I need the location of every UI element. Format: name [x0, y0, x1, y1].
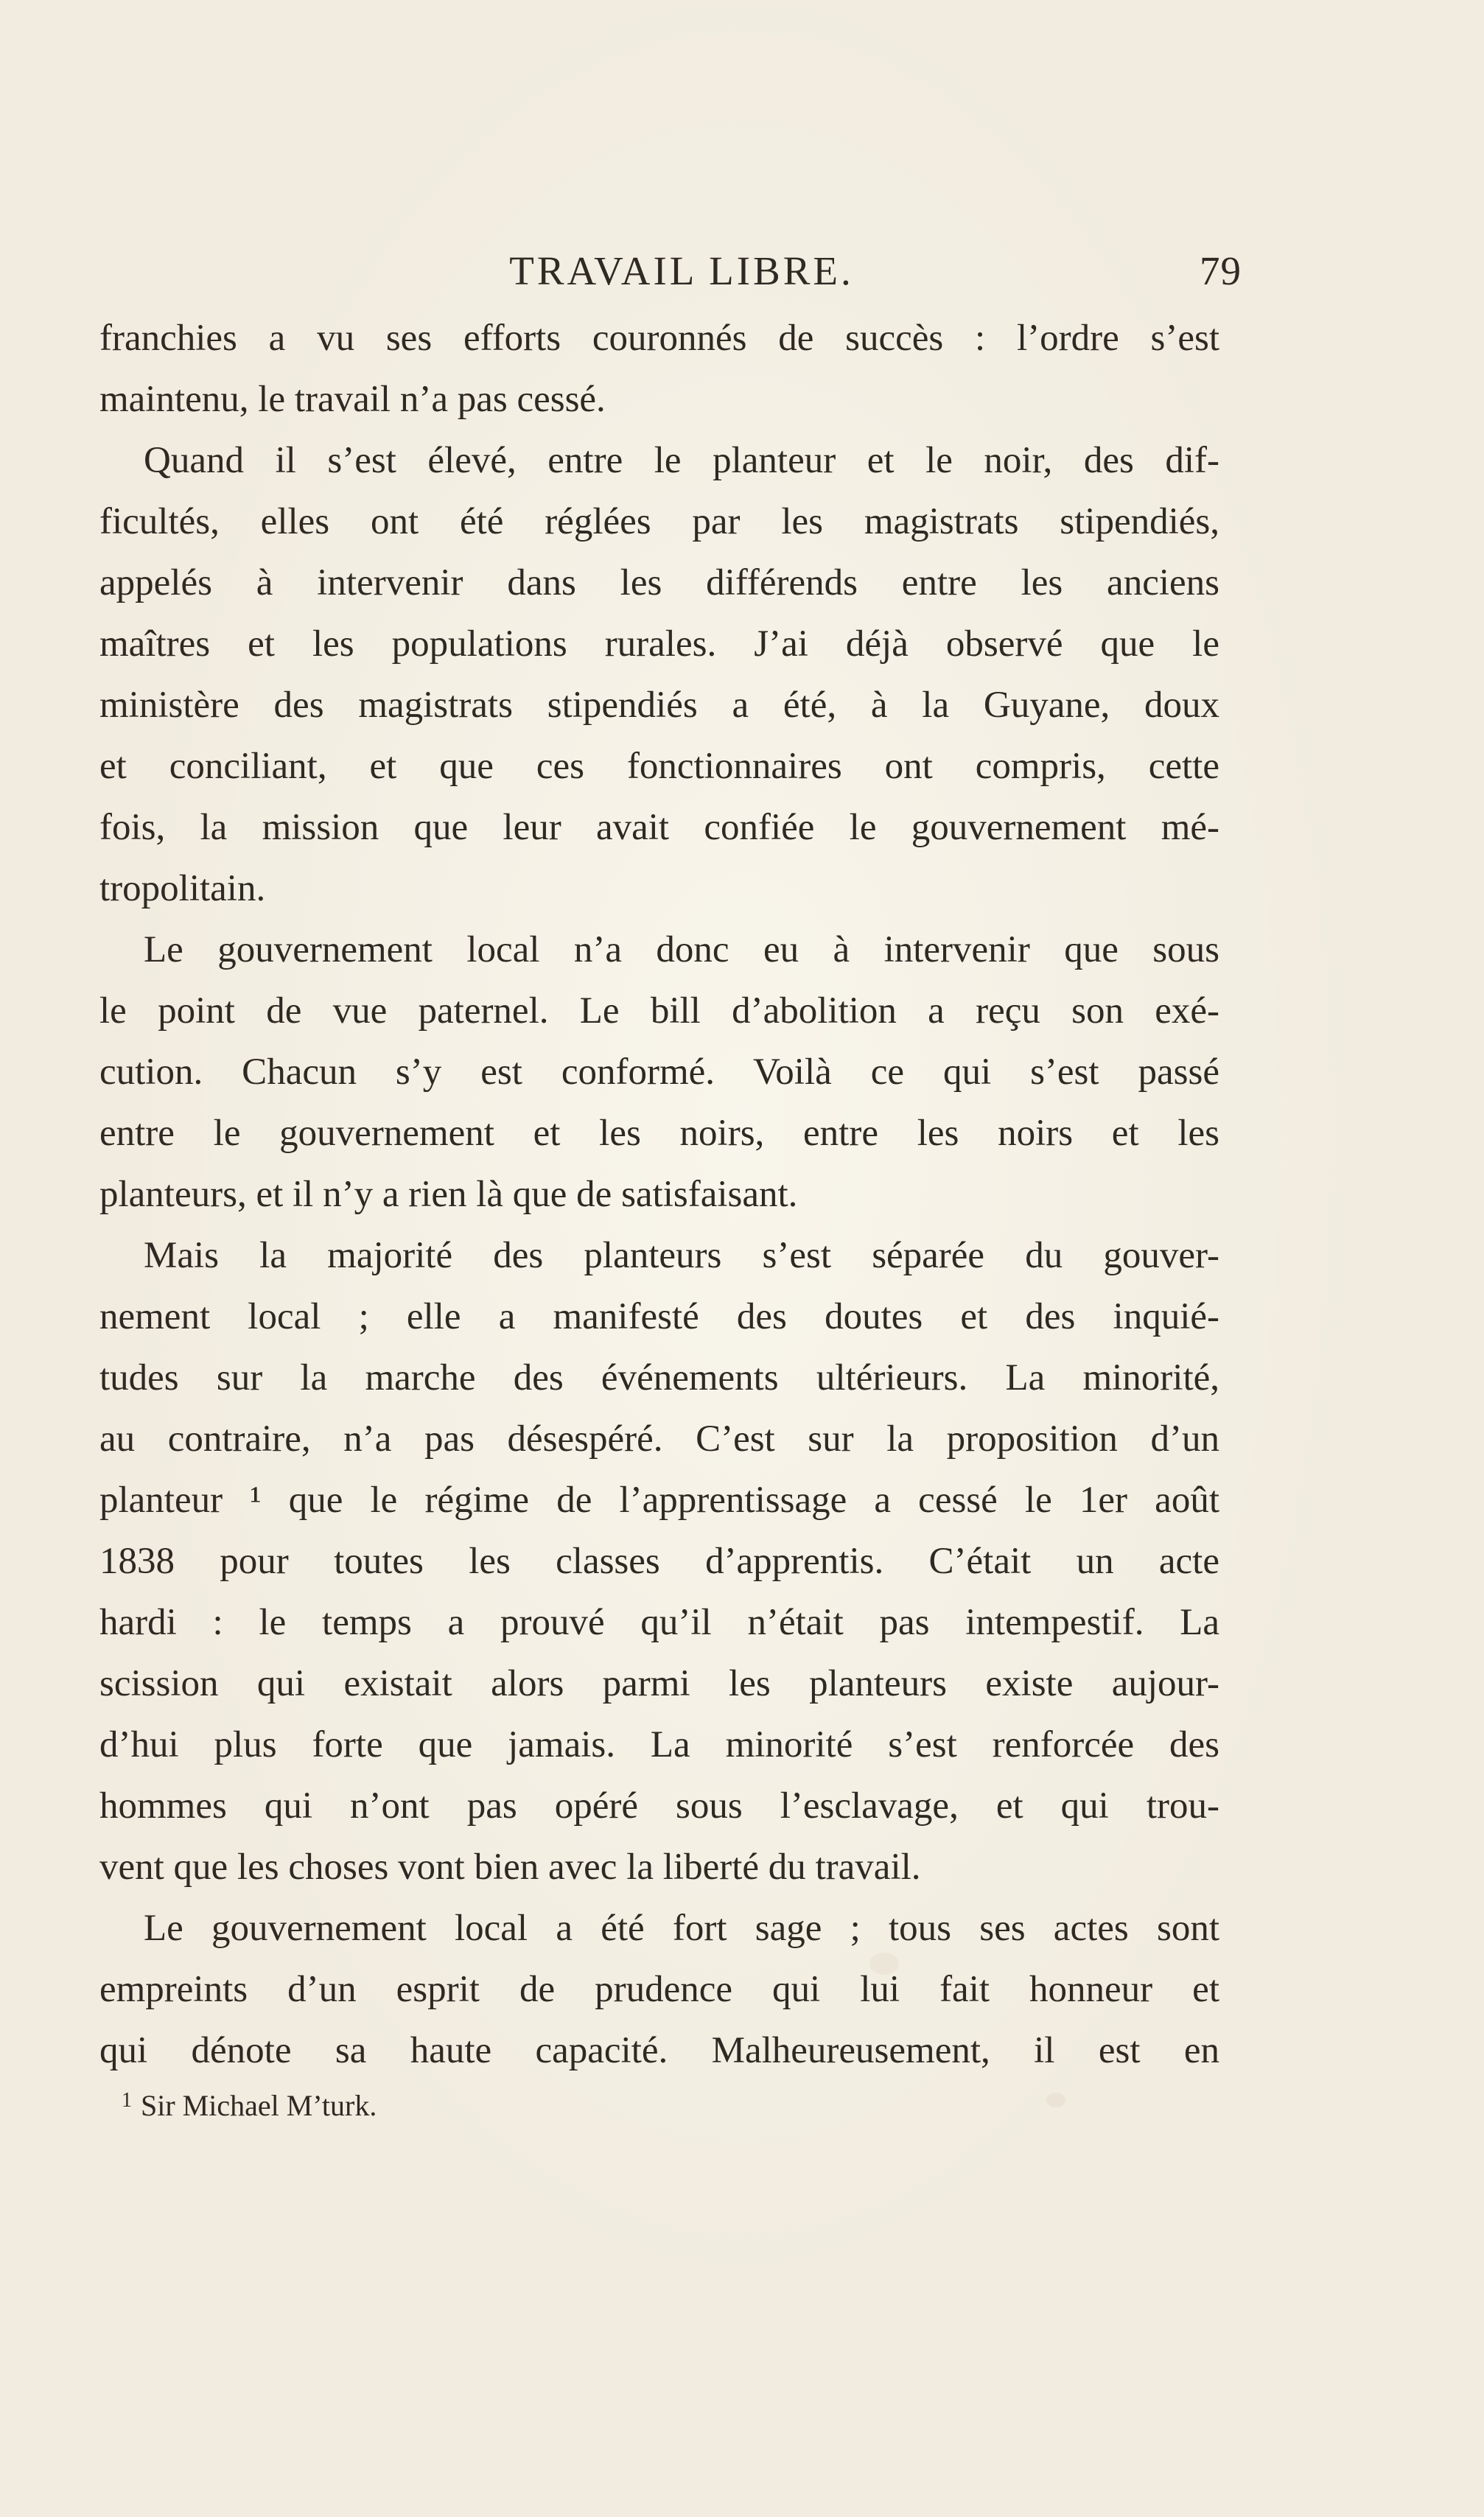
page-number: 79: [1200, 248, 1242, 293]
running-title: TRAVAIL LIBRE.: [509, 248, 854, 293]
text-line: maîtres et les populations rurales. J’ai déjà observé que le: [99, 623, 1219, 665]
text-line: hommes qui n’ont pas opéré sous l’esclavage, et qui trou-: [99, 1785, 1219, 1827]
text-line: nement local ; elle a manifesté des doutes et des inquié-: [99, 1296, 1219, 1337]
body-text: [99, 308, 1219, 2082]
text-line: ministère des magistrats stipendiés a été, à la Guyane, doux: [99, 685, 1219, 726]
footnote: [122, 2088, 377, 2123]
text-line: Le gouvernement local a été fort sage ; tous ses actes sont: [144, 1908, 1219, 1949]
footnote-mark: 1: [122, 2089, 132, 2112]
text-line: cution. Chacun s’y est conformé. Voilà ce qui s’est passé: [99, 1051, 1219, 1093]
text-line: 1838 pour toutes les classes d’apprentis. C’était un acte: [99, 1541, 1219, 1582]
text-line: Quand il s’est élevé, entre le planteur et le noir, des dif-: [144, 440, 1219, 481]
text-line: vent que les choses vont bien avec la liberté du travail.: [99, 1846, 921, 1888]
text-line: planteur ¹ que le régime de l’apprentissage a cessé le 1er août: [99, 1480, 1219, 1521]
text-line: planteurs, et il n’y a rien là que de satisfaisant.: [99, 1174, 798, 1215]
text-line: scission qui existait alors parmi les planteurs existe aujour-: [99, 1663, 1219, 1704]
footnote-text: Sir Michael M’turk.: [141, 2089, 377, 2122]
text-line: Mais la majorité des planteurs s’est séparée du gouver-: [144, 1235, 1219, 1276]
text-line: tudes sur la marche des événements ultérieurs. La minorité,: [99, 1357, 1219, 1398]
text-line: et conciliant, et que ces fonctionnaires ont compris, cette: [99, 746, 1219, 787]
text-line: appelés à intervenir dans les différends entre les anciens: [99, 562, 1219, 603]
text-line: franchies a vu ses efforts couronnés de succès : l’ordre s’est: [99, 318, 1219, 359]
text-line: d’hui plus forte que jamais. La minorité s’est renforcée des: [99, 1724, 1219, 1765]
text-line: le point de vue paternel. Le bill d’abolition a reçu son exé-: [99, 990, 1219, 1032]
text-line: fois, la mission que leur avait confiée le gouvernement mé-: [99, 807, 1219, 848]
paper-stain: [1046, 2093, 1065, 2107]
text-line: ficultés, elles ont été réglées par les magistrats stipendiés,: [99, 501, 1219, 542]
text-line: au contraire, n’a pas désespéré. C’est sur la proposition d’un: [99, 1418, 1219, 1460]
text-line: qui dénote sa haute capacité. Malheureusement, il est en: [99, 2030, 1219, 2071]
text-line: tropolitain.: [99, 868, 266, 909]
text-line: empreints d’un esprit de prudence qui lui fait honneur et: [99, 1969, 1219, 2010]
text-line: entre le gouvernement et les noirs, entre les noirs et les: [99, 1113, 1219, 1154]
text-line: Le gouvernement local n’a donc eu à intervenir que sous: [144, 929, 1219, 970]
text-line: maintenu, le travail n’a pas cessé.: [99, 379, 606, 420]
page-header: [122, 248, 1242, 307]
text-line: hardi : le temps a prouvé qu’il n’était pas intempestif. La: [99, 1602, 1219, 1643]
